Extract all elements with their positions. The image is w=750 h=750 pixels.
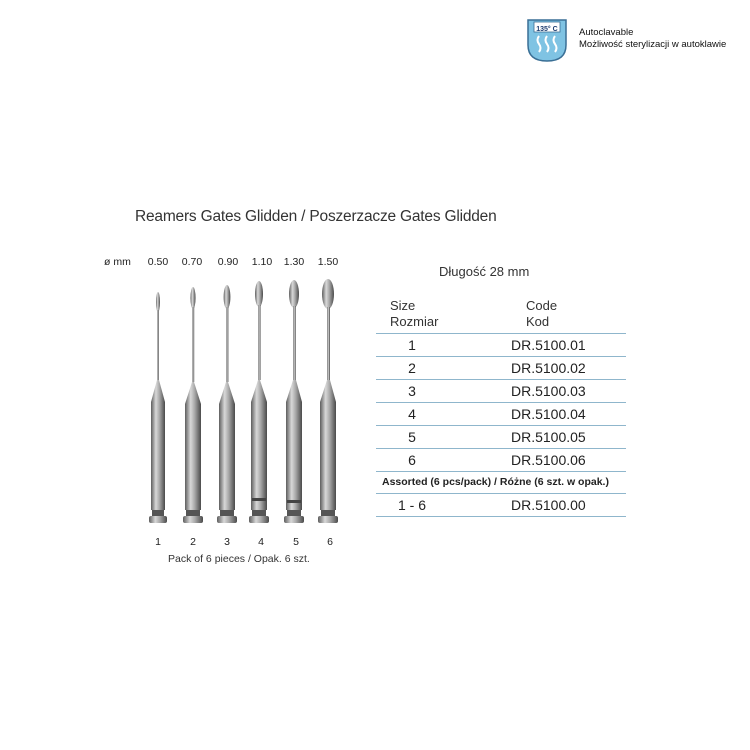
tool-number: 2 (190, 536, 196, 548)
row-size: 3 (408, 383, 416, 399)
row-code: DR.5100.03 (511, 383, 586, 399)
row-code: DR.5100.02 (511, 360, 586, 376)
row-code: DR.5100.01 (511, 337, 586, 353)
row-size: 2 (408, 360, 416, 376)
code-header-pl: Kod (526, 314, 550, 329)
tool-number: 5 (293, 536, 299, 548)
table-row (376, 334, 626, 357)
size-header-en: Size (390, 298, 416, 313)
table-row (376, 494, 626, 517)
size-header-pl: Rozmiar (390, 314, 439, 329)
badge-text (579, 27, 726, 51)
table-header (376, 296, 626, 334)
diameter-value: 0.70 (181, 256, 203, 268)
diameter-value: 0.90 (217, 256, 239, 268)
assorted-label-row (376, 472, 626, 494)
code-header (526, 298, 557, 330)
row-code: DR.5100.06 (511, 452, 586, 468)
badge-line-1: Autoclavable (579, 27, 634, 38)
reamer-illustration (138, 272, 348, 532)
row-size: 4 (408, 406, 416, 422)
diameter-label: ø mm (104, 256, 131, 268)
table-row (376, 403, 626, 426)
reamer-4 (249, 281, 269, 523)
table-row (376, 380, 626, 403)
row-size: 1 - 6 (397, 497, 426, 513)
table-row (376, 426, 626, 449)
code-header-en: Code (526, 298, 558, 313)
row-code: DR.5100.00 (511, 497, 586, 513)
reamer-2 (183, 287, 203, 523)
diameter-value: 1.10 (251, 256, 273, 268)
assorted-label: Assorted (6 pcs/pack) / Różne (6 szt. w opak.) (382, 476, 609, 488)
page-title: Reamers Gates Glidden / Poszerzacze Gates Glidden (135, 208, 497, 225)
diameter-value: 1.50 (317, 256, 339, 268)
badge-temperature: 135° C (536, 26, 558, 33)
table-row (376, 449, 626, 472)
tool-number: 4 (258, 536, 264, 548)
reamer-3 (217, 285, 237, 523)
product-code-table (376, 296, 626, 517)
reamer-6 (318, 279, 338, 523)
row-size: 6 (408, 452, 416, 468)
reamer-1 (149, 292, 167, 523)
length-label: Długość 28 mm (439, 264, 530, 279)
diameter-value: 0.50 (147, 256, 169, 268)
size-header (390, 298, 438, 330)
pack-note: Pack of 6 pieces / Opak. 6 szt. (168, 553, 310, 565)
diameter-value: 1.30 (283, 256, 305, 268)
table-row (376, 357, 626, 380)
tool-number: 1 (155, 536, 161, 548)
badge-line-2: Możliwość sterylizacji w autoklawie (579, 39, 727, 50)
reamer-5 (284, 280, 304, 523)
row-size: 1 (408, 337, 416, 353)
autoclave-icon (524, 17, 570, 63)
tool-number: 3 (224, 536, 230, 548)
row-code: DR.5100.05 (511, 429, 586, 445)
row-size: 5 (408, 429, 416, 445)
autoclave-badge (524, 17, 749, 63)
tool-number: 6 (327, 536, 333, 548)
row-code: DR.5100.04 (511, 406, 586, 422)
